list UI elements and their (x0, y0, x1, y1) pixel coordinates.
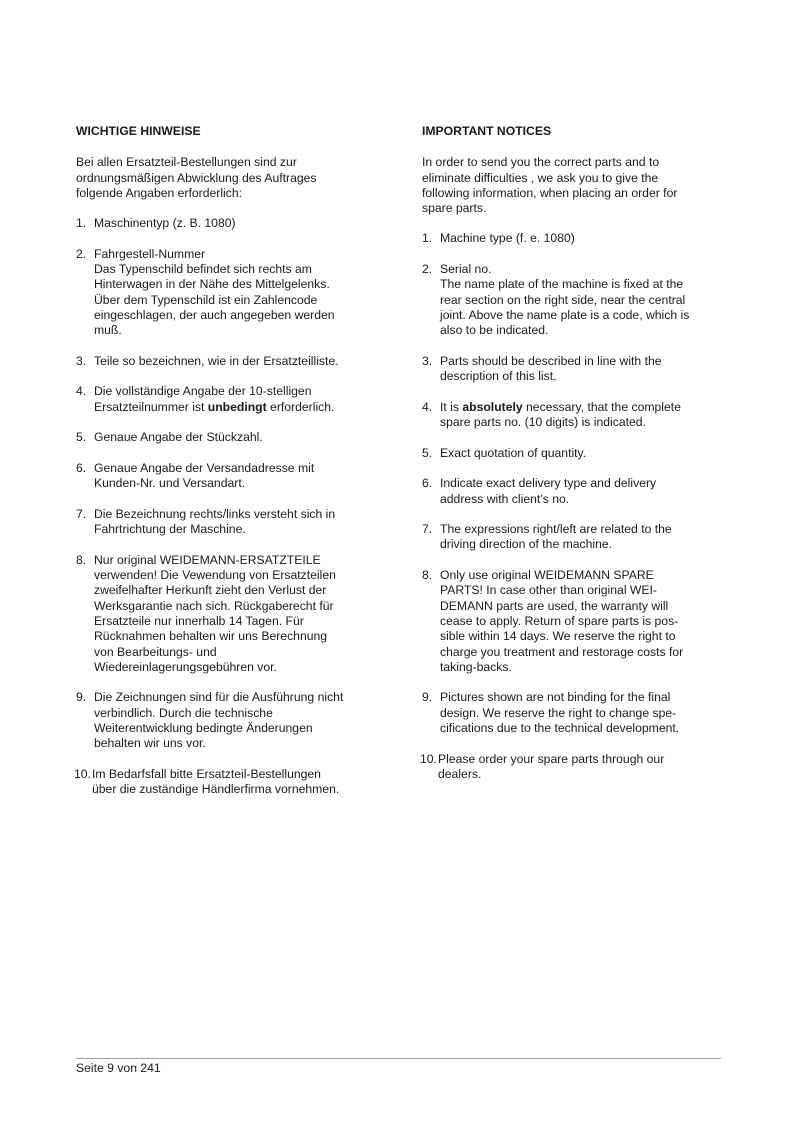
item-line: Fahrtrichtung der Maschine. (94, 522, 246, 537)
item-line: über die zuständige Händlerfirma vornehmen. (92, 782, 340, 797)
german-intro (76, 155, 376, 201)
german-item-2 (76, 247, 376, 339)
german-item-1 (76, 216, 376, 231)
item-number: 3. (422, 353, 433, 368)
item-number: 3. (76, 353, 87, 368)
item-line: also to be indicated. (440, 323, 549, 338)
item-number: 7. (76, 506, 87, 521)
english-intro-line: spare parts. (422, 201, 487, 216)
page-number: Seite 9 von 241 (76, 1061, 161, 1075)
english-item-3 (422, 354, 722, 385)
item-line: Genaue Angabe der Stückzahl. (94, 430, 263, 445)
german-intro-line: Bei allen Ersatzteil-Bestellungen sind zur (76, 155, 297, 170)
german-heading: WICHTIGE HINWEISE (76, 124, 201, 138)
item-number: 10. (74, 766, 91, 781)
item-number: 4. (422, 399, 433, 414)
german-item-4 (76, 384, 376, 415)
footer-divider (76, 1058, 721, 1059)
item-line: sible within 14 days. We reserve the right to (440, 629, 676, 644)
emphasis-text: unbedingt (207, 399, 267, 414)
item-line: Hinterwagen in der Nähe des Mittelgelenks. (94, 277, 330, 292)
item-line: Maschinentyp (z. B. 1080) (94, 216, 236, 231)
item-number: 1. (76, 216, 87, 231)
item-number: 6. (422, 476, 433, 491)
german-intro-line: ordnungsmäßigen Abwicklung des Auftrages (76, 170, 317, 185)
item-line: Im Bedarfsfall bitte Ersatzteil-Bestellungen (92, 766, 321, 781)
german-item-10 (76, 767, 376, 798)
item-line: driving direction of the machine. (440, 537, 613, 552)
item-line: muß. (94, 323, 122, 338)
item-number: 8. (422, 568, 433, 583)
english-intro-line: eliminate difficulties , we ask you to give the (422, 170, 659, 185)
item-line (94, 400, 376, 415)
item-line: description of this list. (440, 369, 557, 384)
item-text-segment: Ersatzteilnummer ist (94, 399, 208, 414)
item-line: zweifelhafter Herkunft zieht den Verlust der (94, 583, 327, 598)
item-line: Exact quotation of quantity. (440, 445, 587, 460)
item-line: Wiedereinlagerungsgebühren vor. (94, 659, 277, 674)
item-line: Werksgarantie nach sich. Rückgaberecht für (94, 598, 334, 613)
german-item-6 (76, 461, 376, 492)
german-column (76, 124, 376, 813)
item-line: DEMANN parts are used, the warranty will (440, 598, 669, 613)
item-line: cease to apply. Return of spare parts is pos- (440, 613, 679, 628)
english-intro-line: In order to send you the correct parts and to (422, 155, 660, 170)
item-line (440, 400, 722, 415)
english-item-1 (422, 231, 722, 246)
item-line: address with client’s no. (440, 491, 570, 506)
item-number: 6. (76, 460, 87, 475)
item-line: Das Typenschild befindet sich rechts am (94, 262, 312, 277)
item-line: Ersatzteile nur innerhalb 14 Tagen. Für (94, 613, 304, 628)
item-text-segment: necessary, that the complete (522, 399, 681, 414)
item-line: Fahrgestell-Nummer (94, 246, 206, 261)
item-line: behalten wir uns vor. (94, 736, 206, 751)
item-line: verwenden! Die Vewendung von Ersatzteilen (94, 568, 336, 583)
german-item-9 (76, 690, 376, 751)
item-line: taking-backs. (440, 659, 512, 674)
item-number: 1. (422, 231, 433, 246)
english-column (422, 124, 722, 797)
item-number: 7. (422, 522, 433, 537)
item-line: spare parts no. (10 digits) is indicated. (440, 415, 646, 430)
item-number: 2. (76, 246, 87, 261)
item-number: 9. (76, 690, 87, 705)
item-text-segment: It is (440, 399, 463, 414)
english-item-9 (422, 690, 722, 736)
item-line: Die Bezeichnung rechts/links versteht sich in (94, 506, 336, 521)
item-number: 9. (422, 690, 433, 705)
item-line: The expressions right/left are related to the (440, 522, 672, 537)
item-line: joint. Above the name plate is a code, which is (440, 307, 690, 322)
english-item-8 (422, 568, 722, 675)
item-line: Weiterentwicklung bedingte Änderungen (94, 720, 313, 735)
item-line: PARTS! In case other than original WEI- (440, 583, 657, 598)
item-number: 5. (422, 445, 433, 460)
english-heading: IMPORTANT NOTICES (422, 124, 552, 138)
item-number: 5. (76, 430, 87, 445)
item-line: dealers. (438, 766, 482, 781)
english-item-10 (422, 752, 722, 783)
item-line: Rücknahmen behalten wir uns Berechnung (94, 629, 328, 644)
english-item-4 (422, 400, 722, 431)
english-item-5 (422, 446, 722, 461)
item-line: Kunden-Nr. und Versandart. (94, 476, 246, 491)
german-item-7 (76, 507, 376, 538)
item-line: Serial no. (440, 262, 492, 277)
english-notice-list (422, 231, 722, 782)
item-line: von Bearbeitungs- und (94, 644, 217, 659)
item-line: Only use original WEIDEMANN SPARE (440, 568, 654, 583)
item-line: Machine type (f. e. 1080) (440, 231, 575, 246)
item-line: charge you treatment and restorage costs for (440, 644, 684, 659)
english-item-2 (422, 262, 722, 338)
emphasis-text: absolutely (462, 399, 523, 414)
item-line: Parts should be described in line with the (440, 353, 662, 368)
german-notice-list (76, 216, 376, 797)
english-item-7 (422, 522, 722, 553)
item-number: 10. (420, 751, 437, 766)
item-number: 2. (422, 262, 433, 277)
item-number: 8. (76, 552, 87, 567)
item-line: The name plate of the machine is fixed at the (440, 277, 684, 292)
item-line: Genaue Angabe der Versandadresse mit (94, 460, 315, 475)
item-line: cifications due to the technical development. (440, 720, 680, 735)
item-line: Nur original WEIDEMANN-ERSATZTEILE (94, 552, 321, 567)
item-line: rear section on the right side, near the central (440, 292, 686, 307)
item-line: design. We reserve the right to change spe- (440, 705, 677, 720)
english-item-6 (422, 476, 722, 507)
item-line: verbindlich. Durch die technische (94, 705, 273, 720)
item-text-segment: erforderlich. (266, 399, 335, 414)
german-item-3 (76, 354, 376, 369)
german-item-8 (76, 553, 376, 675)
item-line: Indicate exact delivery type and delivery (440, 476, 657, 491)
item-line: Pictures shown are not binding for the final (440, 690, 671, 705)
item-line: Teile so bezeichnen, wie in der Ersatzteilliste. (94, 353, 339, 368)
german-item-5 (76, 430, 376, 445)
english-intro (422, 155, 722, 216)
item-line: Die vollständige Angabe der 10-stelligen (94, 384, 312, 399)
item-number: 4. (76, 384, 87, 399)
item-line: eingeschlagen, der auch angegeben werden (94, 307, 335, 322)
item-line: Please order your spare parts through our (438, 751, 665, 766)
german-intro-line: folgende Angaben erforderlich: (76, 185, 243, 200)
item-line: Über dem Typenschild ist ein Zahlencode (94, 292, 318, 307)
english-intro-line: following information, when placing an order for (422, 185, 678, 200)
item-line: Die Zeichnungen sind für die Ausführung nicht (94, 690, 344, 705)
